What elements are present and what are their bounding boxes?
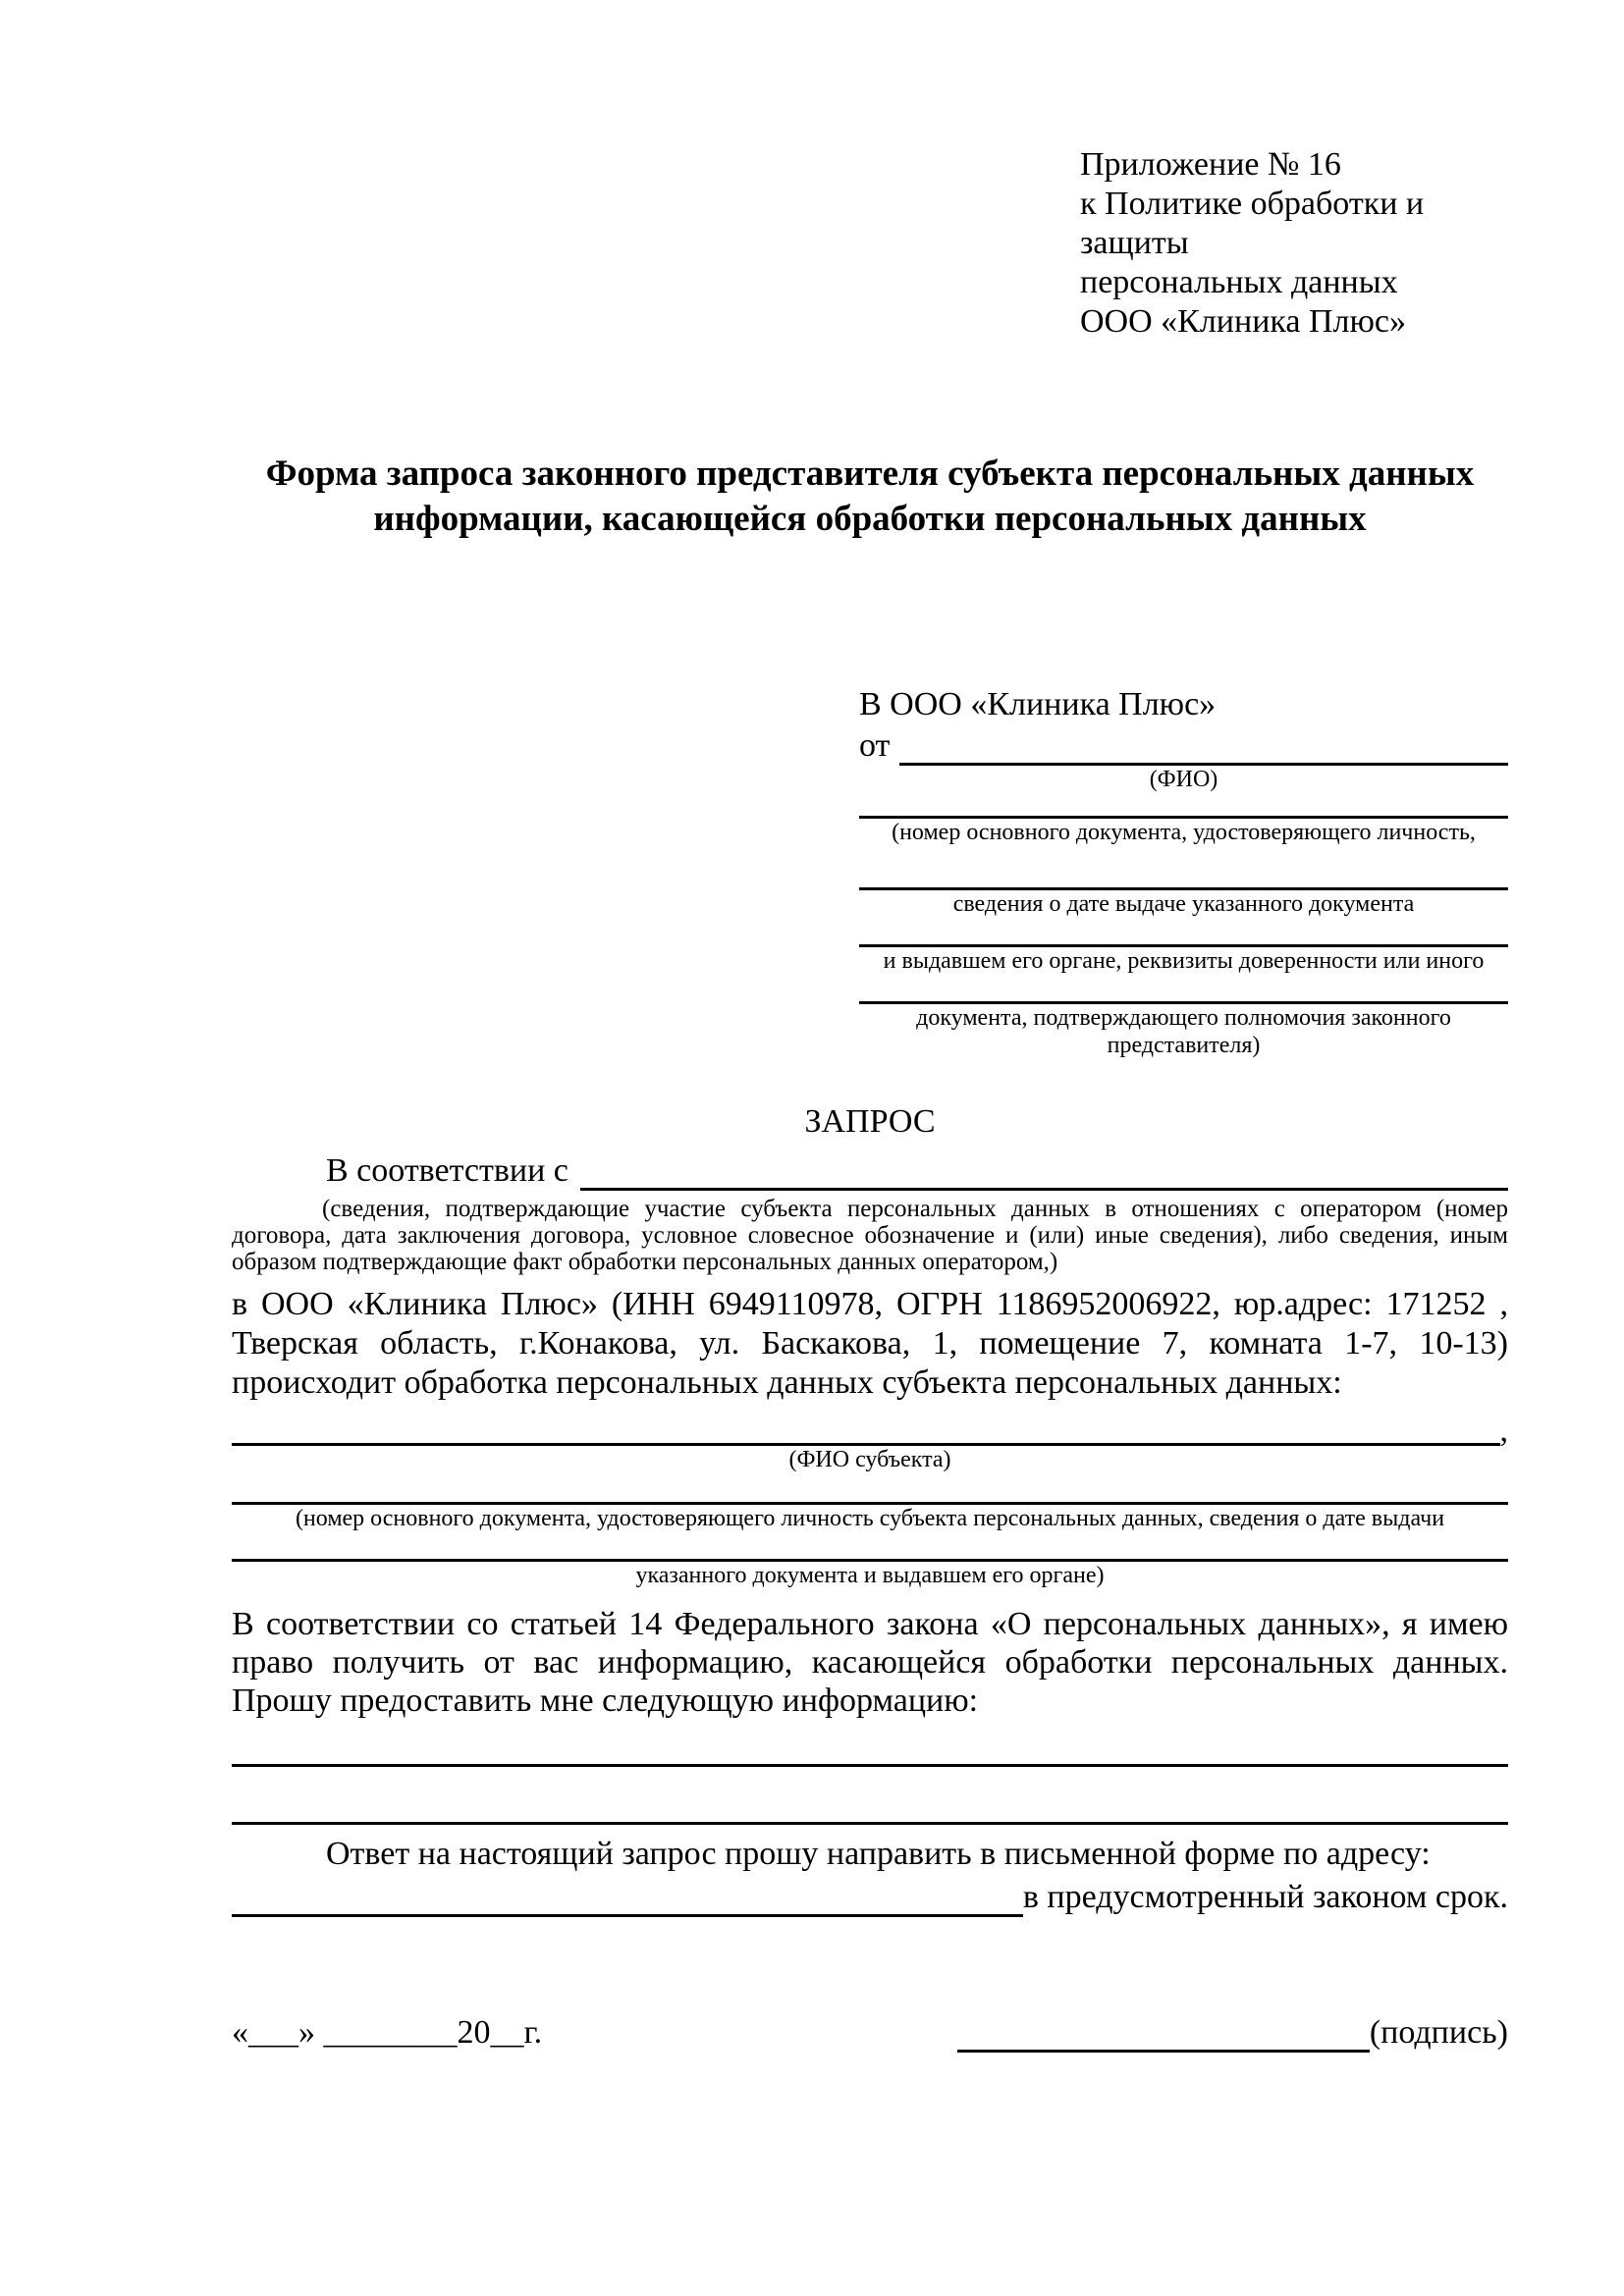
signature-caption: (подпись)	[1369, 2014, 1508, 2051]
accordance-note: (сведения, подтверждающие участие субъекта персональных данных в отношениях с оператором (номер договора, дата заключения договора, условное словесное обозначение и (или) иные сведения), либо сведения, иным образом подтверждающие факт обработки персональных данных оператором,)	[232, 1196, 1508, 1275]
answer-paragraph: Ответ на настоящий запрос прошу направить в письменной форме по адресу:	[326, 1836, 1431, 1872]
subject-fio-blank-line	[232, 1424, 1500, 1446]
subject-document-field	[232, 1473, 1508, 1532]
information-blank-line-2	[232, 1822, 1508, 1825]
authority-document-field	[859, 975, 1508, 1059]
appendix-number: Приложение № 16	[1080, 146, 1341, 183]
issuing-authority-blank-line	[859, 918, 1508, 947]
from-label: от	[859, 727, 891, 764]
appendix-header	[1080, 145, 1508, 342]
signature-blank-line	[957, 2029, 1370, 2053]
subject-document-blank-line	[232, 1473, 1508, 1505]
footer-row	[232, 2013, 1508, 2053]
from-row	[859, 724, 1508, 766]
subject-fio-row	[232, 1413, 1508, 1449]
date-blank-text: «___» ________20__г.	[232, 2014, 543, 2051]
subject-document-caption: (номер основного документа, удостоверяющего личность субъекта персональных данных, сведения о дате выдачи	[295, 1506, 1445, 1531]
representative-fio-blank-line	[899, 738, 1508, 766]
accordance-row	[232, 1149, 1508, 1191]
answer-tail-text: в предусмотренный законом срок.	[1022, 1879, 1508, 1915]
subject-document-issuer-blank-line	[232, 1532, 1508, 1562]
authority-document-blank-line	[859, 975, 1508, 1004]
document-issue-date-blank-line	[859, 846, 1508, 890]
request-heading: ЗАПРОС	[804, 1103, 936, 1140]
document-number-caption: (номер основного документа, удостоверяющего личность,	[892, 820, 1476, 845]
accordance-label: В соответствии с	[326, 1152, 568, 1189]
subject-fio-comma: ,	[1499, 1413, 1508, 1449]
document-issue-date-caption: сведения о дате выдаче указанного документа	[952, 891, 1415, 917]
addressee-block	[859, 685, 1508, 1059]
accordance-blank-line	[580, 1157, 1508, 1191]
issuing-authority-caption: и выдавшем его органе, реквизиты доверенности или иного	[883, 948, 1485, 974]
issuing-authority-field	[859, 918, 1508, 975]
appendix-policy-line: к Политике обработки и защиты	[1080, 186, 1425, 261]
fio-caption: (ФИО)	[1149, 767, 1218, 792]
representative-document-field	[859, 793, 1508, 846]
signature-group	[957, 2013, 1508, 2053]
information-blank-line-1	[232, 1764, 1508, 1767]
authority-document-caption: документа, подтверждающего полномочия законного представителя)	[916, 1005, 1451, 1058]
subject-fio-caption: (ФИО субъекта)	[788, 1447, 951, 1472]
subject-document-issuer-caption: указанного документа и выдавшем его органе)	[635, 1563, 1105, 1588]
law-paragraph: В соответствии со статьей 14 Федерального закона «О персональных данных», я имею право получить от вас информацию, касающейся обработки персональных данных. Прошу предоставить мне следующую информацию:	[232, 1606, 1508, 1719]
document-title: Форма запроса законного представителя субъекта персональных данных информации, касающейся обработки персональных данных	[265, 454, 1475, 539]
subject-document-issuer-field	[232, 1532, 1508, 1589]
document-number-blank-line	[859, 793, 1508, 819]
answer-address-row	[232, 1874, 1508, 1917]
appendix-organization: ООО «Клиника Плюс»	[1080, 303, 1406, 340]
answer-address-blank-line	[232, 1894, 1023, 1917]
operator-paragraph: в ООО «Клиника Плюс» (ИНН 6949110978, ОГРН 1186952006922, юр.адрес: 171252 , Тверская область, г.Конакова, ул. Баскакова, 1, помещение 7, комната 1-7, 10-13) происходит обработка персональных данных субъекта персональных данных:	[232, 1286, 1508, 1401]
appendix-policy-line2: персональных данных	[1080, 264, 1398, 300]
addressee-organization: В ООО «Клиника Плюс»	[859, 686, 1217, 722]
document-issue-date-field	[859, 846, 1508, 918]
